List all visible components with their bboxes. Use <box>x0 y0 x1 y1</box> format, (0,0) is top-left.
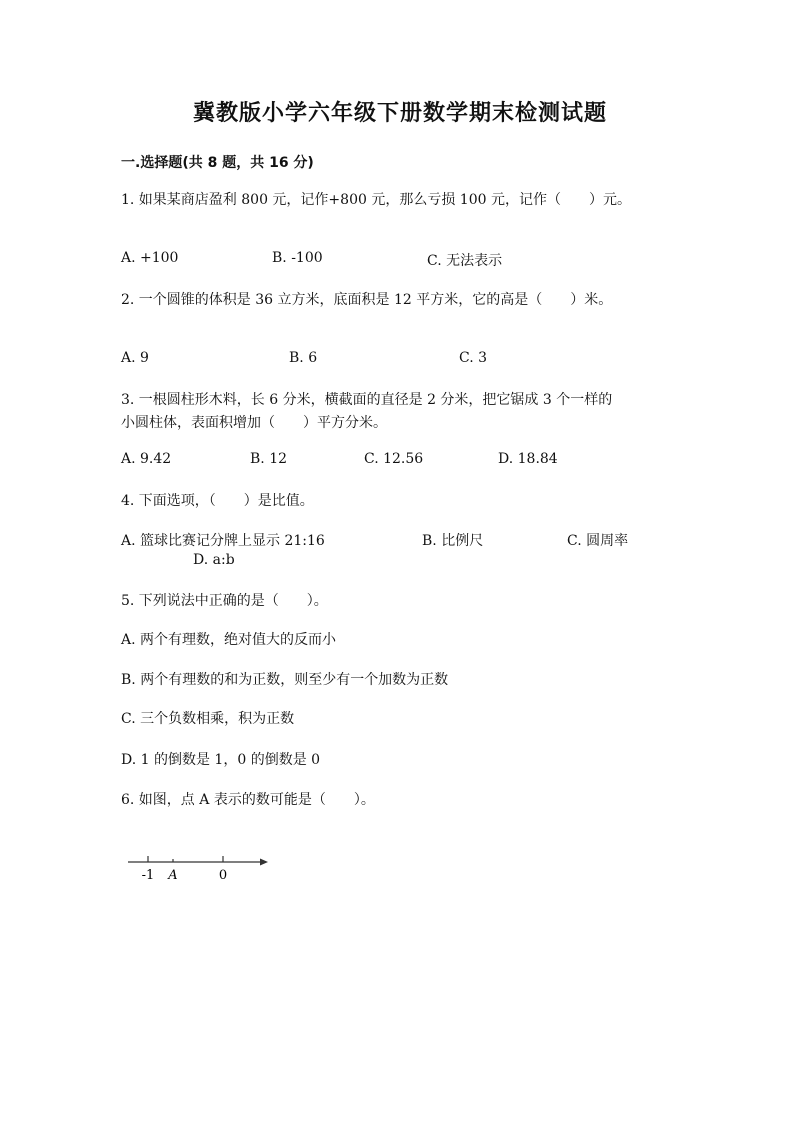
question-2-option-a: A. 9 <box>121 350 149 366</box>
question-4-option-b: B. 比例尺 <box>422 533 484 549</box>
label-minus-one: -1 <box>141 868 155 883</box>
question-5-option-a: A. 两个有理数，绝对值大的反而小 <box>121 632 337 648</box>
question-2-option-c: C. 3 <box>459 350 488 366</box>
question-3-option-a: A. 9.42 <box>121 451 172 467</box>
question-6-stem: 6. 如图，点 A 表示的数可能是（ ）。 <box>121 792 375 808</box>
question-3-stem-line-2: 小圆柱体，表面积增加（ ）平方分米。 <box>121 415 387 431</box>
question-1-stem: 1. 如果某商店盈利 800 元，记作+800 元，那么亏损 100 元，记作（ ）元。 <box>121 192 631 208</box>
question-3-option-c: C. 12.56 <box>364 451 424 467</box>
number-line-figure <box>126 852 276 886</box>
label-zero: 0 <box>218 868 228 883</box>
question-3-option-d: D. 18.84 <box>498 451 558 467</box>
question-4-stem: 4. 下面选项，（ ）是比值。 <box>121 493 314 509</box>
question-3-option-b: B. 12 <box>250 451 288 467</box>
question-5-option-b: B. 两个有理数的和为正数，则至少有一个加数为正数 <box>121 672 449 688</box>
question-4-option-a: A. 篮球比赛记分牌上显示 21:16 <box>121 533 325 549</box>
question-1-option-c: C. 无法表示 <box>427 253 503 269</box>
label-point-a: A <box>168 868 178 883</box>
question-3-stem-line-1: 3. 一根圆柱形木料，长 6 分米，横截面的直径是 2 分米，把它锯成 3 个一样的 <box>121 392 613 408</box>
question-1-option-b: B. -100 <box>272 250 323 266</box>
question-5-option-c: C. 三个负数相乘，积为正数 <box>121 711 295 727</box>
question-4-option-d: D. a:b <box>193 552 235 568</box>
question-2-stem: 2. 一个圆锥的体积是 36 立方米，底面积是 12 平方米，它的高是（ ）米。 <box>121 292 613 308</box>
question-5-stem: 5. 下列说法中正确的是（ ）。 <box>121 593 328 609</box>
arrow-right-icon <box>260 859 268 866</box>
question-5-option-d: D. 1 的倒数是 1，0 的倒数是 0 <box>121 752 321 768</box>
section-heading: 一.选择题(共 8 题，共 16 分) <box>121 155 314 171</box>
question-1-option-a: A. +100 <box>121 250 179 266</box>
page-title: 冀教版小学六年级下册数学期末检测试题 <box>192 101 607 126</box>
question-2-option-b: B. 6 <box>289 350 318 366</box>
question-4-option-c: C. 圆周率 <box>567 533 629 549</box>
